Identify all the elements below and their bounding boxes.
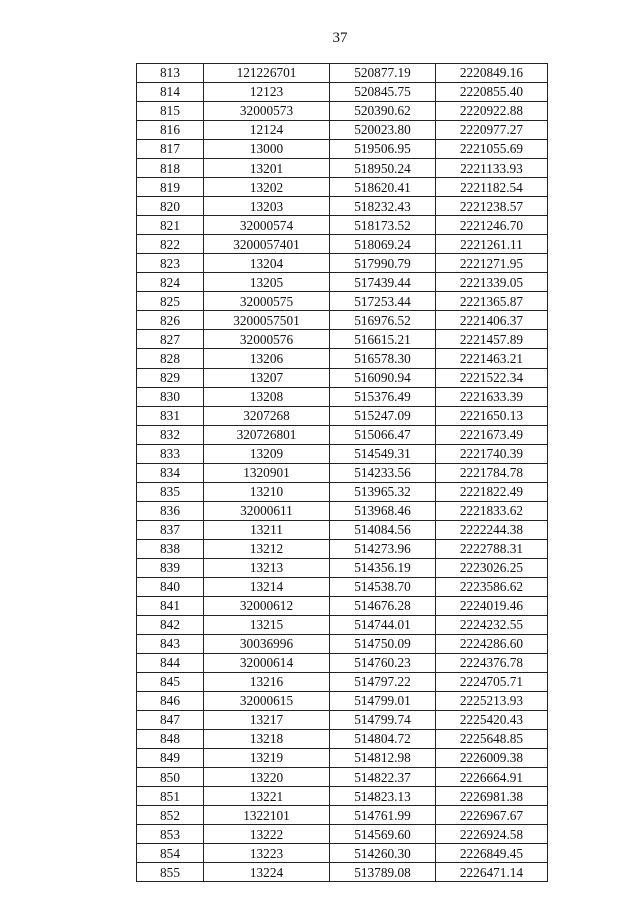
row-number-cell: 855 (137, 863, 204, 882)
y-coordinate-cell: 2224705.71 (436, 673, 548, 692)
x-coordinate-cell: 514823.13 (330, 787, 436, 806)
x-coordinate-cell: 514676.28 (330, 596, 436, 615)
x-coordinate-cell: 514084.56 (330, 520, 436, 539)
table-row (137, 730, 548, 749)
y-coordinate-cell: 2221271.95 (436, 254, 548, 273)
y-coordinate-cell: 2221833.62 (436, 501, 548, 520)
point-id-cell: 13223 (204, 844, 330, 863)
row-number-cell: 836 (137, 501, 204, 520)
row-number-cell: 822 (137, 235, 204, 254)
row-number-cell: 841 (137, 596, 204, 615)
point-id-cell: 13211 (204, 520, 330, 539)
y-coordinate-cell: 2221457.89 (436, 330, 548, 349)
row-number-cell: 848 (137, 730, 204, 749)
y-coordinate-cell: 2225420.43 (436, 711, 548, 730)
x-coordinate-cell: 514233.56 (330, 463, 436, 482)
x-coordinate-cell: 514812.98 (330, 749, 436, 768)
row-number-cell: 813 (137, 64, 204, 83)
row-number-cell: 826 (137, 311, 204, 330)
point-id-cell: 13216 (204, 673, 330, 692)
y-coordinate-cell: 2221633.39 (436, 387, 548, 406)
table-row (137, 615, 548, 634)
y-coordinate-cell: 2221784.78 (436, 463, 548, 482)
row-number-cell: 819 (137, 178, 204, 197)
row-number-cell: 852 (137, 806, 204, 825)
x-coordinate-cell: 517253.44 (330, 292, 436, 311)
point-id-cell: 32000575 (204, 292, 330, 311)
row-number-cell: 837 (137, 520, 204, 539)
x-coordinate-cell: 514750.09 (330, 634, 436, 653)
point-id-cell: 13209 (204, 444, 330, 463)
row-number-cell: 845 (137, 673, 204, 692)
x-coordinate-cell: 513968.46 (330, 501, 436, 520)
row-number-cell: 849 (137, 749, 204, 768)
y-coordinate-cell: 2221406.37 (436, 311, 548, 330)
row-number-cell: 816 (137, 121, 204, 140)
row-number-cell: 825 (137, 292, 204, 311)
table-row (137, 254, 548, 273)
y-coordinate-cell: 2223026.25 (436, 558, 548, 577)
x-coordinate-cell: 516615.21 (330, 330, 436, 349)
table-row (137, 558, 548, 577)
table-row (137, 216, 548, 235)
y-coordinate-cell: 2226981.38 (436, 787, 548, 806)
y-coordinate-cell: 2220922.88 (436, 102, 548, 121)
y-coordinate-cell: 2225213.93 (436, 692, 548, 711)
x-coordinate-cell: 514356.19 (330, 558, 436, 577)
table-row (137, 83, 548, 102)
y-coordinate-cell: 2222244.38 (436, 520, 548, 539)
point-id-cell: 13210 (204, 482, 330, 501)
table-row (137, 768, 548, 787)
point-id-cell: 13215 (204, 615, 330, 634)
point-id-cell: 13208 (204, 387, 330, 406)
row-number-cell: 829 (137, 368, 204, 387)
y-coordinate-cell: 2221650.13 (436, 406, 548, 425)
table-row (137, 653, 548, 672)
y-coordinate-cell: 2221522.34 (436, 368, 548, 387)
row-number-cell: 853 (137, 825, 204, 844)
y-coordinate-cell: 2221740.39 (436, 444, 548, 463)
table-row (137, 178, 548, 197)
point-id-cell: 13203 (204, 197, 330, 216)
y-coordinate-cell: 2221339.05 (436, 273, 548, 292)
point-id-cell: 13222 (204, 825, 330, 844)
table-row (137, 825, 548, 844)
row-number-cell: 817 (137, 140, 204, 159)
y-coordinate-cell: 2221055.69 (436, 140, 548, 159)
point-id-cell: 32000574 (204, 216, 330, 235)
y-coordinate-cell: 2220855.40 (436, 83, 548, 102)
table-row (137, 482, 548, 501)
y-coordinate-cell: 2224232.55 (436, 615, 548, 634)
point-id-cell: 13206 (204, 349, 330, 368)
row-number-cell: 832 (137, 425, 204, 444)
row-number-cell: 814 (137, 83, 204, 102)
point-id-cell: 32000614 (204, 653, 330, 672)
y-coordinate-cell: 2221673.49 (436, 425, 548, 444)
row-number-cell: 840 (137, 577, 204, 596)
x-coordinate-cell: 519506.95 (330, 140, 436, 159)
y-coordinate-cell: 2226967.67 (436, 806, 548, 825)
row-number-cell: 839 (137, 558, 204, 577)
y-coordinate-cell: 2226924.58 (436, 825, 548, 844)
row-number-cell: 815 (137, 102, 204, 121)
row-number-cell: 834 (137, 463, 204, 482)
y-coordinate-cell: 2226009.38 (436, 749, 548, 768)
point-id-cell: 13000 (204, 140, 330, 159)
point-id-cell: 3200057501 (204, 311, 330, 330)
table-row (137, 425, 548, 444)
x-coordinate-cell: 513965.32 (330, 482, 436, 501)
x-coordinate-cell: 514797.22 (330, 673, 436, 692)
table-row (137, 749, 548, 768)
table-row (137, 368, 548, 387)
point-id-cell: 13217 (204, 711, 330, 730)
point-id-cell: 32000576 (204, 330, 330, 349)
x-coordinate-cell: 517439.44 (330, 273, 436, 292)
table-row (137, 121, 548, 140)
x-coordinate-cell: 518950.24 (330, 159, 436, 178)
table-row (137, 520, 548, 539)
point-id-cell: 32000611 (204, 501, 330, 520)
row-number-cell: 830 (137, 387, 204, 406)
row-number-cell: 831 (137, 406, 204, 425)
y-coordinate-cell: 2220849.16 (436, 64, 548, 83)
point-id-cell: 32000573 (204, 102, 330, 121)
y-coordinate-cell: 2221463.21 (436, 349, 548, 368)
table-row (137, 197, 548, 216)
point-id-cell: 13218 (204, 730, 330, 749)
x-coordinate-cell: 516090.94 (330, 368, 436, 387)
table-row (137, 64, 548, 83)
x-coordinate-cell: 515247.09 (330, 406, 436, 425)
row-number-cell: 827 (137, 330, 204, 349)
row-number-cell: 833 (137, 444, 204, 463)
table-row (137, 577, 548, 596)
x-coordinate-cell: 514799.74 (330, 711, 436, 730)
point-id-cell: 3200057401 (204, 235, 330, 254)
y-coordinate-cell: 2221822.49 (436, 482, 548, 501)
x-coordinate-cell: 517990.79 (330, 254, 436, 273)
point-id-cell: 1320901 (204, 463, 330, 482)
y-coordinate-cell: 2222788.31 (436, 539, 548, 558)
y-coordinate-cell: 2224019.46 (436, 596, 548, 615)
point-id-cell: 13224 (204, 863, 330, 882)
point-id-cell: 1322101 (204, 806, 330, 825)
point-id-cell: 13213 (204, 558, 330, 577)
row-number-cell: 820 (137, 197, 204, 216)
y-coordinate-cell: 2226471.14 (436, 863, 548, 882)
y-coordinate-cell: 2224286.60 (436, 634, 548, 653)
table-row (137, 596, 548, 615)
table-row (137, 673, 548, 692)
row-number-cell: 818 (137, 159, 204, 178)
table-row (137, 787, 548, 806)
x-coordinate-cell: 518069.24 (330, 235, 436, 254)
y-coordinate-cell: 2225648.85 (436, 730, 548, 749)
x-coordinate-cell: 516578.30 (330, 349, 436, 368)
point-id-cell: 32000615 (204, 692, 330, 711)
table-body (137, 64, 548, 882)
x-coordinate-cell: 514799.01 (330, 692, 436, 711)
table-row (137, 844, 548, 863)
row-number-cell: 851 (137, 787, 204, 806)
table-row (137, 463, 548, 482)
table-row (137, 311, 548, 330)
table-row (137, 292, 548, 311)
point-id-cell: 13219 (204, 749, 330, 768)
x-coordinate-cell: 518620.41 (330, 178, 436, 197)
table-row (137, 102, 548, 121)
table-row (137, 806, 548, 825)
point-id-cell: 13201 (204, 159, 330, 178)
row-number-cell: 843 (137, 634, 204, 653)
table-row (137, 159, 548, 178)
point-id-cell: 30036996 (204, 634, 330, 653)
x-coordinate-cell: 514760.23 (330, 653, 436, 672)
point-id-cell: 13204 (204, 254, 330, 273)
y-coordinate-cell: 2221365.87 (436, 292, 548, 311)
x-coordinate-cell: 518232.43 (330, 197, 436, 216)
y-coordinate-cell: 2221238.57 (436, 197, 548, 216)
row-number-cell: 835 (137, 482, 204, 501)
table-row (137, 406, 548, 425)
x-coordinate-cell: 514569.60 (330, 825, 436, 844)
x-coordinate-cell: 514804.72 (330, 730, 436, 749)
table-row (137, 692, 548, 711)
y-coordinate-cell: 2221246.70 (436, 216, 548, 235)
x-coordinate-cell: 520877.19 (330, 64, 436, 83)
x-coordinate-cell: 518173.52 (330, 216, 436, 235)
y-coordinate-cell: 2226849.45 (436, 844, 548, 863)
point-id-cell: 13207 (204, 368, 330, 387)
x-coordinate-cell: 514761.99 (330, 806, 436, 825)
table-row (137, 634, 548, 653)
row-number-cell: 844 (137, 653, 204, 672)
row-number-cell: 847 (137, 711, 204, 730)
row-number-cell: 821 (137, 216, 204, 235)
point-id-cell: 32000612 (204, 596, 330, 615)
x-coordinate-cell: 513789.08 (330, 863, 436, 882)
point-id-cell: 12124 (204, 121, 330, 140)
point-id-cell: 121226701 (204, 64, 330, 83)
x-coordinate-cell: 514549.31 (330, 444, 436, 463)
x-coordinate-cell: 514538.70 (330, 577, 436, 596)
x-coordinate-cell: 514744.01 (330, 615, 436, 634)
row-number-cell: 846 (137, 692, 204, 711)
table-row (137, 501, 548, 520)
x-coordinate-cell: 516976.52 (330, 311, 436, 330)
point-id-cell: 13220 (204, 768, 330, 787)
point-id-cell: 13205 (204, 273, 330, 292)
x-coordinate-cell: 514822.37 (330, 768, 436, 787)
point-id-cell: 13212 (204, 539, 330, 558)
y-coordinate-cell: 2220977.27 (436, 121, 548, 140)
x-coordinate-cell: 514273.96 (330, 539, 436, 558)
row-number-cell: 850 (137, 768, 204, 787)
table-row (137, 444, 548, 463)
table-row (137, 235, 548, 254)
point-id-cell: 13214 (204, 577, 330, 596)
point-id-cell: 320726801 (204, 425, 330, 444)
x-coordinate-cell: 520390.62 (330, 102, 436, 121)
y-coordinate-cell: 2221133.93 (436, 159, 548, 178)
y-coordinate-cell: 2226664.91 (436, 768, 548, 787)
x-coordinate-cell: 514260.30 (330, 844, 436, 863)
y-coordinate-cell: 2221182.54 (436, 178, 548, 197)
point-id-cell: 12123 (204, 83, 330, 102)
y-coordinate-cell: 2224376.78 (436, 653, 548, 672)
x-coordinate-cell: 515066.47 (330, 425, 436, 444)
x-coordinate-cell: 520845.75 (330, 83, 436, 102)
row-number-cell: 823 (137, 254, 204, 273)
table-row (137, 387, 548, 406)
table-row (137, 539, 548, 558)
point-id-cell: 3207268 (204, 406, 330, 425)
row-number-cell: 842 (137, 615, 204, 634)
y-coordinate-cell: 2223586.62 (436, 577, 548, 596)
y-coordinate-cell: 2221261.11 (436, 235, 548, 254)
table-row (137, 273, 548, 292)
coordinates-table (136, 63, 548, 882)
table-row (137, 349, 548, 368)
point-id-cell: 13202 (204, 178, 330, 197)
x-coordinate-cell: 520023.80 (330, 121, 436, 140)
row-number-cell: 828 (137, 349, 204, 368)
table-row (137, 711, 548, 730)
table-row (137, 140, 548, 159)
row-number-cell: 838 (137, 539, 204, 558)
row-number-cell: 824 (137, 273, 204, 292)
point-id-cell: 13221 (204, 787, 330, 806)
table-row (137, 330, 548, 349)
x-coordinate-cell: 515376.49 (330, 387, 436, 406)
table-row (137, 863, 548, 882)
page-number: 37 (332, 30, 348, 46)
row-number-cell: 854 (137, 844, 204, 863)
